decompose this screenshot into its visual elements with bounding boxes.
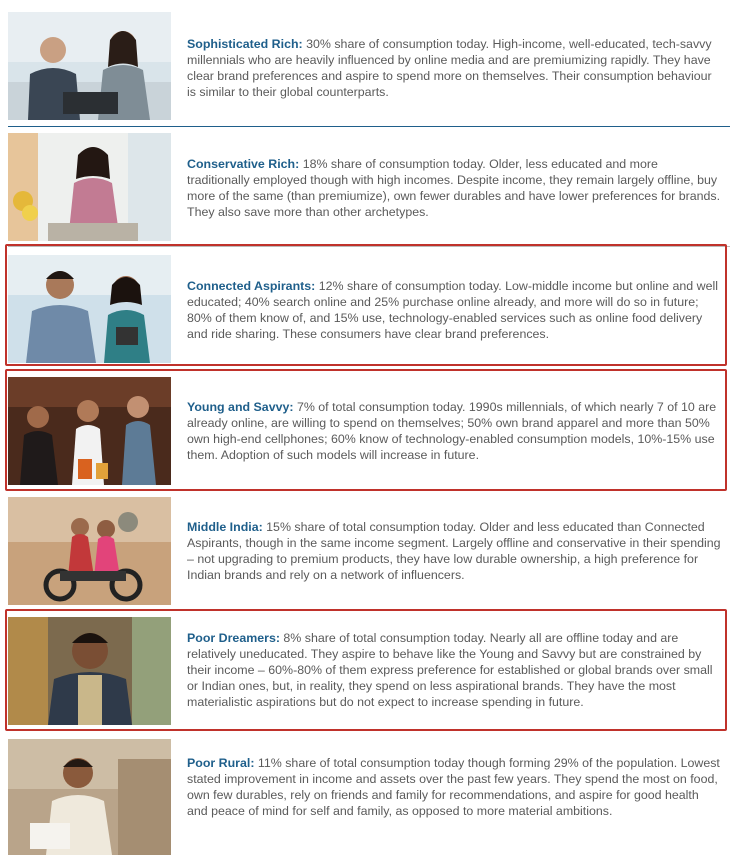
poor-dreamers-description [187, 630, 722, 710]
connected-aspirants-description [187, 278, 722, 342]
connected-aspirants-body: 12% share of consumption today. Low-middle income but online and well educated; 40% search online and 25% purchase online already, and more will do so in future; 80% of them know of, and 15% use, technology-enabled services such as online food delivery and ride sharing. These consumers have clear brand preferences. [187, 279, 718, 341]
middle-india-body: 15% share of total consumption today. Older and less educated than Connected Aspirants, though in the same income segment. Largely offline and conservative in their spending – not upgrading to premium products, they have low durable ownership, a high preference for Indian brands and rely on a network of influencers. [187, 520, 721, 582]
young-and-savvy-body: 7% of total consumption today. 1990s millennials, of which nearly 7 of 10 are already online, are willing to spend on themselves; 50% own brand apparel and more than 50% own high-end cellphones; 60% know of technology-enabled consumption models, 10%-15% use them. Adoption of such models will increase in future. [187, 400, 717, 462]
poor-dreamers-body: 8% share of total consumption today. Nearly all are offline today and are relatively uneducated. They aspire to behave like the Young and Savvy but are constrained by their income – 60%-80% of them express preference for established or global brands over small or Indian ones, but, in reality, they spend on less aspirational brands. They have the most materialistic aspirations but do not expect to increase spending in future. [187, 631, 713, 709]
conservative-rich-description [187, 156, 722, 220]
poor-rural-photo [8, 739, 171, 855]
poor-dreamers-title: Poor Dreamers: [187, 631, 280, 645]
poor-rural-description [187, 755, 722, 819]
sophisticated-rich-body: 30% share of consumption today. High-income, well-educated, tech-savvy millennials who are heavily influenced by online media and are premiumizing rapidly. They have clear brand preferences and aspire to spend more on themselves. Their consumption behaviour is similar to their global counterparts. [187, 37, 712, 99]
conservative-rich-photo [8, 133, 171, 241]
connected-aspirants-title: Connected Aspirants: [187, 279, 316, 293]
middle-india-photo [8, 497, 171, 605]
sophisticated-rich-description [187, 36, 722, 100]
middle-india-description [187, 519, 722, 583]
poor-rural-body: 11% share of total consumption today though forming 29% of the population. Lowest stated improvement in income and assets over the past few years. They spend the most on food, own few durables, rely on friends and family for recommendations, and aspire for good health and peace of mind for self and family, as opposed to more material ambitions. [187, 756, 720, 818]
conservative-rich-body: 18% share of consumption today. Older, less educated and more traditionally employed though with high incomes. Despite income, they remain largely offline, buy more of the same (than premiumize), own fewer durables and have lower preferences for brands. They also save more than other archetypes. [187, 157, 721, 219]
young-and-savvy-title: Young and Savvy: [187, 400, 294, 414]
section-divider [8, 126, 730, 127]
conservative-rich-title: Conservative Rich: [187, 157, 300, 171]
sophisticated-rich-title: Sophisticated Rich: [187, 37, 303, 51]
middle-india-title: Middle India: [187, 520, 263, 534]
poor-rural-title: Poor Rural: [187, 756, 255, 770]
young-and-savvy-photo [8, 377, 171, 485]
poor-dreamers-photo [8, 617, 171, 725]
connected-aspirants-photo [8, 255, 171, 363]
sophisticated-rich-photo [8, 12, 171, 120]
young-and-savvy-description [187, 399, 722, 463]
